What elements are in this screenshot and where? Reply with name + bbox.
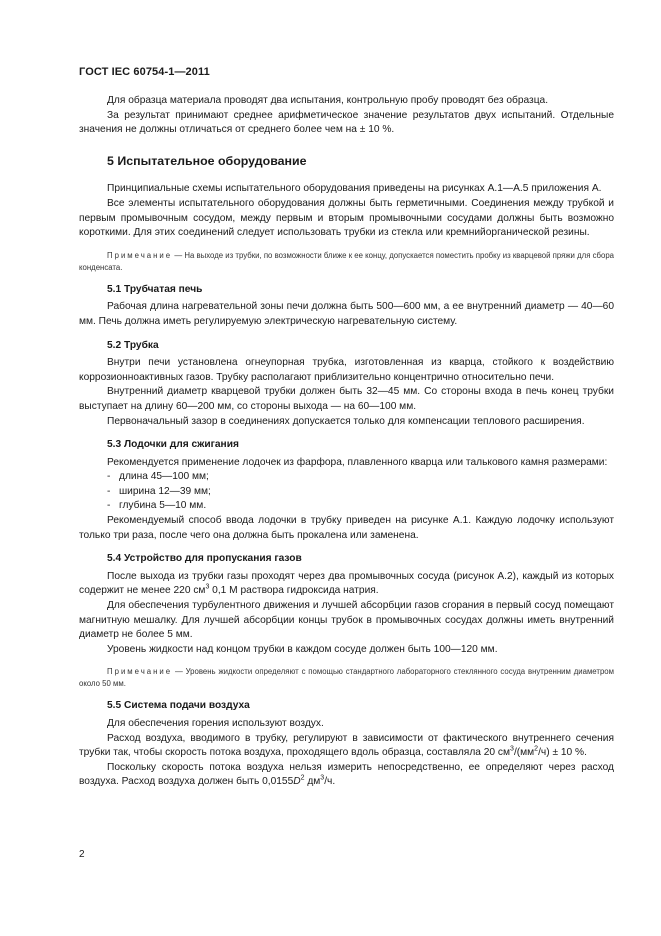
section-5-2-heading: 5.2 Трубка [107, 339, 159, 351]
list-item: - длина 45—100 мм; [107, 470, 614, 485]
page-number: 2 [79, 849, 85, 860]
text-run: После выхода из трубки газы проходят через два промывочных сосуда (рисунок А.2), каждый из которых содержит не менее 220 см [79, 570, 614, 597]
section-5-paragraph-2: Все элементы испытательного оборудования должны быть герметичными. Соединения между трубкой и первым промывочным сосудом, между первым и вторым промывочными сосудами должны быть возможно короткими. Для этих соединений следует использовать трубки из стекла или кремнийорганической резины. [79, 197, 614, 239]
text-run: /(мм [513, 747, 535, 759]
superscript: 3 [205, 584, 210, 592]
list-item: - ширина 12—39 мм; [107, 485, 614, 500]
section-5-paragraph-1: Принципиальные схемы испытательного оборудования приведены на рисунках А.1—А.5 приложения А. [107, 183, 602, 195]
note-label: Примечание [107, 250, 173, 260]
superscript: 3 [320, 774, 325, 782]
superscript: 2 [300, 774, 305, 782]
standard-header: ГОСТ IEC 60754-1—2011 [79, 66, 210, 78]
section-5-4-paragraph-2: Для обеспечения турбулентного движения и лучшей абсорбции газов сгорания в первый сосуд помещают магнитную мешалку. Для лучшей абсорбции концы трубок в промывочных сосудах должны иметь внутренний диаметр не более 5 мм. [79, 600, 614, 641]
note-label: Примечание [107, 667, 173, 677]
section-5-5-heading: 5.5 Система подачи воздуха [107, 700, 250, 712]
section-5-3-paragraph-1: Рекомендуется применение лодочек из фарфора, плавленного кварца или талькового камня размерами: [107, 456, 608, 468]
section-5-note [79, 250, 614, 274]
section-5-5-paragraph-2 [79, 732, 614, 761]
section-5-2-paragraph-1: Внутри печи установлена огнеупорная трубка, изготовленная из кварца, стойкого к воздействию коррозионноактивных газов. Трубку располагают приблизительно концентрично относительно печи. [79, 357, 614, 383]
section-5-heading: 5 Испытательное оборудование [107, 153, 307, 168]
section-5-2-paragraph-3: Первоначальный зазор в соединениях допускается только для компенсации теплового расширения. [107, 415, 585, 427]
section-5-4-heading: 5.4 Устройство для пропускания газов [107, 553, 302, 565]
section-5-4-paragraph-1 [79, 570, 614, 599]
section-5-1-heading: 5.1 Трубчатая печь [107, 283, 203, 295]
variable: D [293, 776, 301, 788]
section-5-4-paragraph-3: Уровень жидкости над концом трубки в каждом сосуде должен быть 100—120 мм. [107, 643, 498, 655]
section-5-5-paragraph-1: Для обеспечения горения используют воздух. [107, 718, 324, 729]
boat-dimensions-list [79, 470, 614, 514]
section-5-1-paragraph-1: Рабочая длина нагревательной зоны печи должна быть 500—600 мм, а ее внутренний диаметр — 40—60 мм. Печь должна иметь регулируемую электрическую нагревательную систему. [79, 301, 614, 327]
text-run: дм [304, 776, 321, 788]
section-5-5-paragraph-3 [79, 761, 614, 790]
list-item: - глубина 5—10 мм. [107, 499, 614, 514]
section-5-4-note [79, 666, 614, 690]
section-5-2-paragraph-2: Внутренний диаметр кварцевой трубки должен быть 32—45 мм. Со стороны входа в печь конец трубки выступает на длину 60—200 мм, со стороны выхода — на 60—100 мм. [79, 386, 614, 412]
note-text: — На выходе из трубки, по возможности ближе к ее концу, допускается поместить пробку из кварцевой пряжи для сбора конденсата. [79, 250, 614, 272]
text-run: Поскольку скорость потока воздуха нельзя измерить непосредственно, ее определяют через расход воздуха. Расход воздуха должен быть 0,0155 [79, 761, 614, 788]
intro-paragraph-1: Для образца материала проводят два испытания, контрольную пробу проводят без образца. [107, 95, 549, 106]
text-run: 0,1 М раствора гидроксида натрия. [209, 585, 379, 597]
section-5-3-paragraph-2: Рекомендуемый способ ввода лодочки в трубку приведен на рисунке А.1. Каждую лодочку используют только три раза, после чего она должна быть прокалена или заменена. [79, 515, 614, 541]
note-text: — Уровень жидкости определяют с помощью стандартного лабораторного стеклянного сосуда внутренним диаметром около 50 мм. [79, 667, 614, 689]
page-content [79, 94, 614, 790]
section-5-3-heading: 5.3 Лодочки для сжигания [107, 439, 239, 451]
superscript: 2 [534, 745, 539, 753]
text-run: /ч) ± 10 %. [538, 747, 587, 759]
text-run: /ч. [324, 776, 336, 788]
text-run: Расход воздуха, вводимого в трубку, регулируют в зависимости от фактического внутреннего сечения трубки так, чтобы скорость потока воздуха, проходящего вдоль образца, составляла 20 см [79, 732, 614, 759]
intro-paragraph-2: За результат принимают среднее арифметическое значение результатов двух испытаний. Отдельные значения не должны отличаться от среднего более чем на ± 10 %. [79, 109, 614, 136]
superscript: 3 [510, 745, 514, 753]
